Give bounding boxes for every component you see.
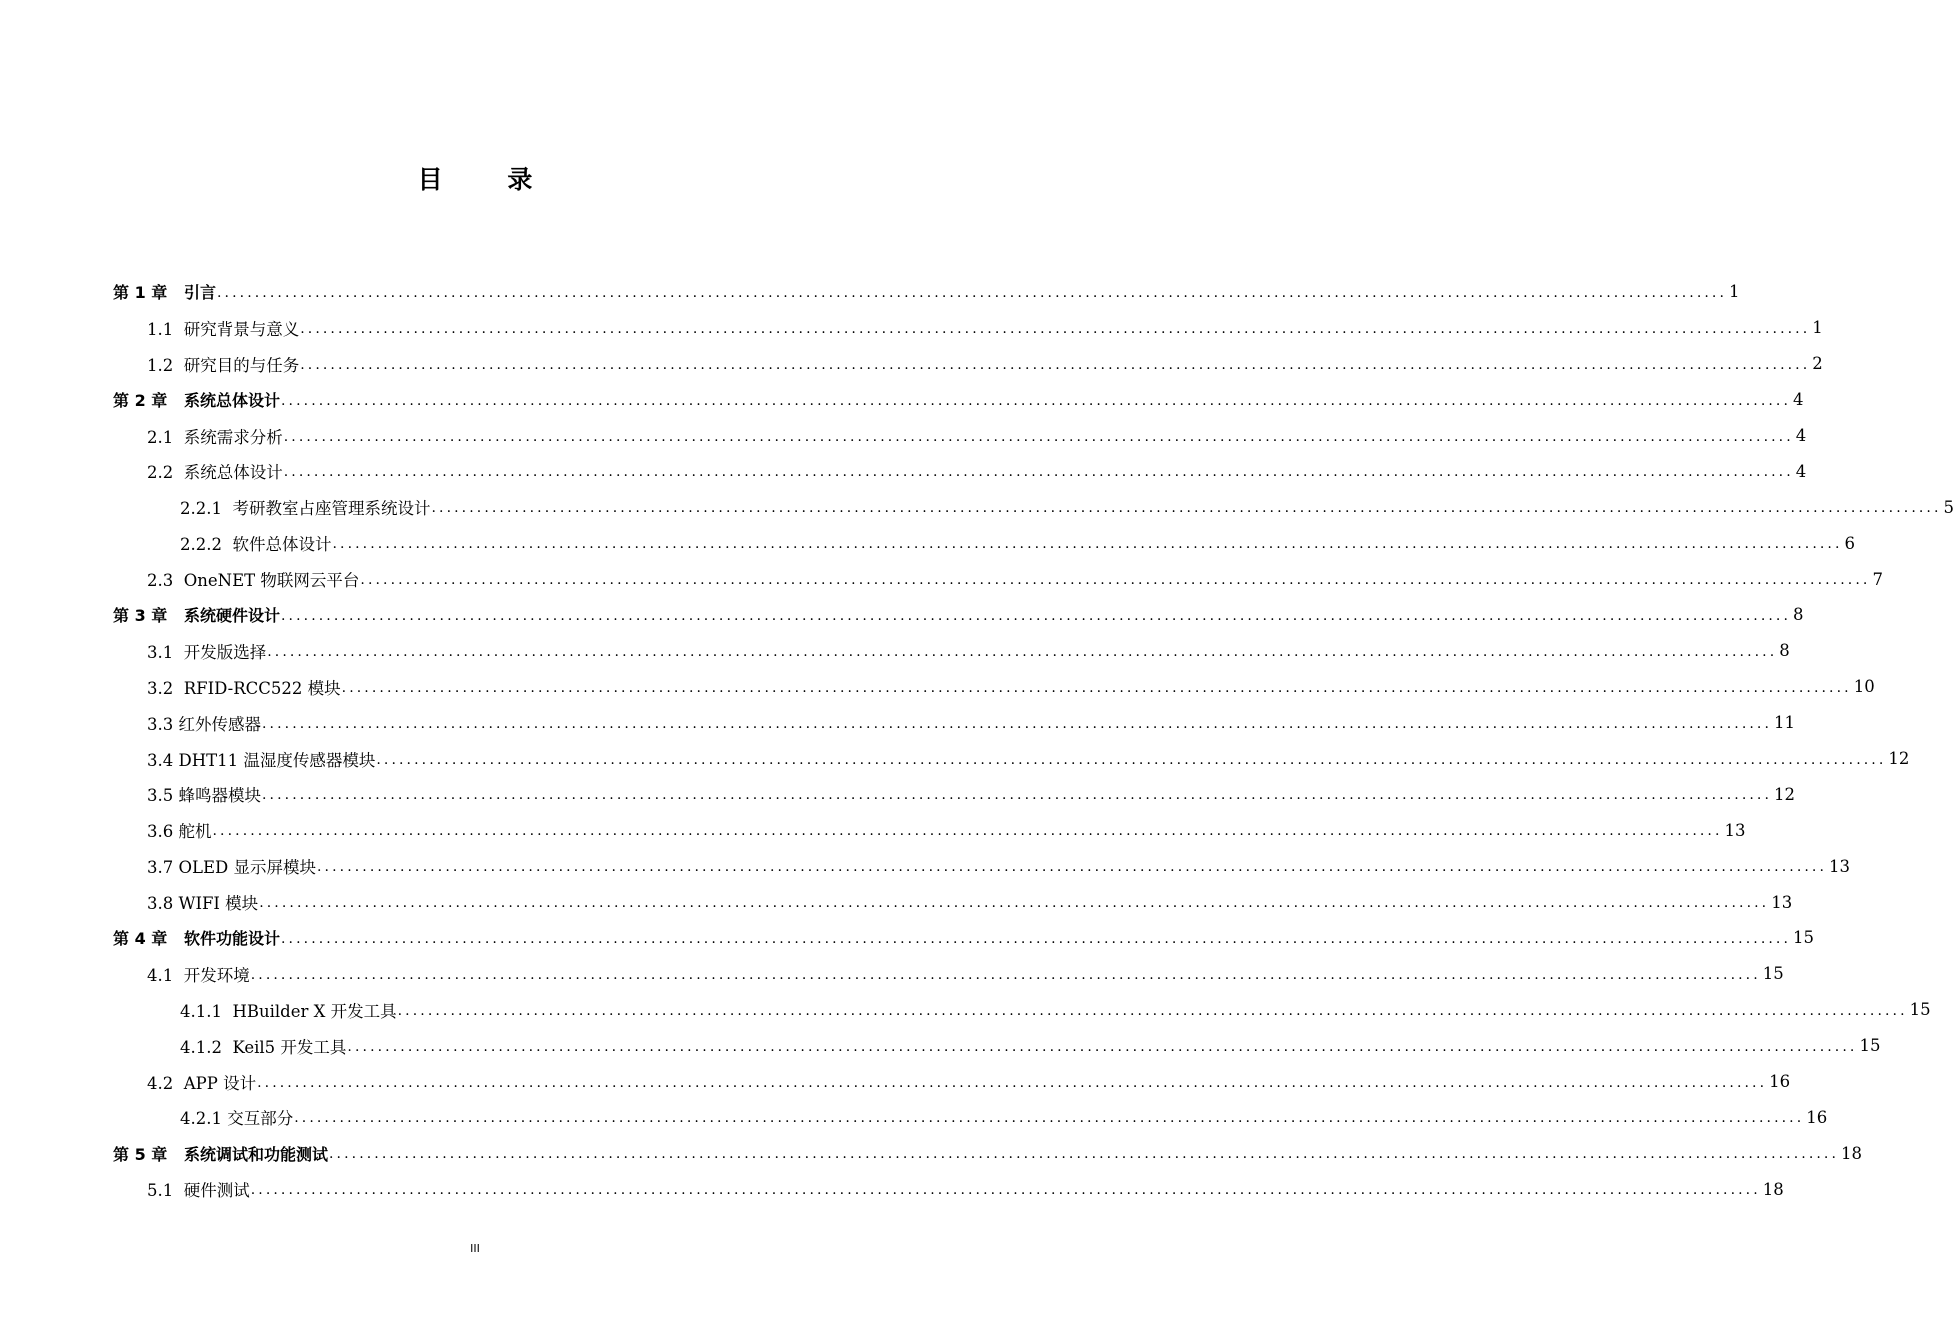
- toc-entry-page-number: 6: [1844, 533, 1856, 553]
- toc-entry-page-number: 13: [1771, 892, 1793, 912]
- toc-entry-page-number: 8: [1793, 605, 1804, 625]
- toc-dot-leader: ........................................................................................................................................................................................................: [250, 966, 1761, 983]
- toc-dot-leader: ........................................................................................................................................................................................................: [262, 715, 1773, 732]
- toc-dot-leader: ........................................................................................................................................................................................................: [341, 679, 1852, 696]
- toc-entry-page-number: 16: [1769, 1072, 1791, 1092]
- toc-entry[interactable]: [113, 274, 1740, 310]
- toc-entry-label: 3.1 开发版选择: [147, 642, 267, 662]
- toc-entry-label: 4.2 APP 设计: [147, 1073, 257, 1093]
- toc-entry-label: 第 5 章 系统调试和功能测试: [113, 1144, 328, 1164]
- toc-entry[interactable]: [113, 705, 1796, 741]
- toc-entry-label: 第 3 章 系统硬件设计: [113, 606, 280, 626]
- toc-entry[interactable]: [113, 669, 1875, 705]
- toc-dot-leader: ........................................................................................................................................................................................................: [300, 356, 1811, 373]
- toc-entry[interactable]: [113, 884, 1793, 920]
- toc-dot-leader: ........................................................................................................................................................................................................: [397, 1002, 1908, 1019]
- toc-entry-page-number: 13: [1829, 856, 1851, 876]
- toc-dot-leader: ........................................................................................................................................................................................................: [217, 284, 1728, 301]
- toc-dot-leader: ........................................................................................................................................................................................................: [283, 464, 1794, 481]
- toc-entry[interactable]: [113, 633, 1790, 669]
- toc-entry-page-number: 1: [1729, 282, 1740, 302]
- toc-dot-leader: ........................................................................................................................................................................................................: [294, 1110, 1805, 1127]
- toc-entry-label: 2.2 系统总体设计: [147, 463, 283, 483]
- toc-entry[interactable]: [113, 310, 1823, 346]
- toc-entry-page-number: 12: [1774, 784, 1796, 804]
- toc-entry[interactable]: [113, 382, 1804, 418]
- toc-dot-leader: ........................................................................................................................................................................................................: [281, 607, 1792, 624]
- toc-entry[interactable]: [113, 1171, 1784, 1207]
- toc-dot-leader: ........................................................................................................................................................................................................: [281, 392, 1792, 409]
- toc-entry-page-number: 18: [1841, 1143, 1863, 1163]
- toc-entry[interactable]: [113, 741, 1910, 777]
- toc-entry-label: 3.5 蜂鸣器模块: [147, 786, 261, 806]
- toc-entry-page-number: 16: [1806, 1107, 1828, 1127]
- toc-entry-page-number: 4: [1793, 390, 1804, 410]
- toc-entry-page-number: 15: [1859, 1036, 1881, 1056]
- toc-dot-leader: ........................................................................................................................................................................................................: [332, 536, 1843, 553]
- toc-entry-label: 1.2 研究目的与任务: [147, 355, 300, 375]
- toc-entry-page-number: 18: [1762, 1179, 1784, 1199]
- toc-entry-label: 3.6 舵机: [147, 822, 212, 842]
- toc-entry-label: 2.1 系统需求分析: [147, 427, 283, 447]
- toc-entry-page-number: 4: [1795, 461, 1807, 481]
- page-title: 目 录: [417, 165, 561, 194]
- toc-entry[interactable]: [113, 956, 1784, 992]
- toc-dot-leader: ........................................................................................................................................................................................................: [317, 859, 1828, 876]
- toc-entry-label: 2.3 OneNET 物联网云平台: [147, 571, 360, 591]
- toc-dot-leader: ........................................................................................................................................................................................................: [281, 930, 1792, 947]
- toc-dot-leader: ........................................................................................................................................................................................................: [262, 787, 1773, 804]
- toc-dot-leader: ........................................................................................................................................................................................................: [257, 1074, 1768, 1091]
- toc-entry-page-number: 4: [1795, 426, 1807, 445]
- toc-entry-label: 4.2.1 交互部分: [180, 1109, 294, 1129]
- toc-entry-page-number: 12: [1888, 749, 1910, 769]
- toc-entry[interactable]: [113, 776, 1796, 812]
- toc-entry[interactable]: [113, 1099, 1828, 1135]
- toc-entry-label: 3.4 DHT11 温湿度传感器模块: [147, 750, 376, 770]
- toc-entry[interactable]: [113, 1064, 1791, 1100]
- toc-entry-label: 4.1.1 HBuilder X 开发工具: [180, 1001, 397, 1021]
- toc-dot-leader: ........................................................................................................................................................................................................: [300, 320, 1811, 337]
- toc-entry-page-number: 11: [1774, 713, 1796, 733]
- toc-entry[interactable]: [113, 525, 1856, 561]
- toc-entry-label: 第 2 章 系统总体设计: [113, 391, 280, 411]
- toc-entry[interactable]: [113, 992, 1931, 1028]
- toc-entry[interactable]: [113, 346, 1823, 382]
- toc-entry-label: 2.2.2 软件总体设计: [180, 535, 332, 555]
- toc-dot-leader: ........................................................................................................................................................................................................: [329, 1146, 1840, 1163]
- toc-entry[interactable]: [113, 848, 1851, 884]
- toc-entry-label: 3.3 红外传感器: [147, 714, 261, 734]
- toc-entry-label: 4.1 开发环境: [147, 965, 250, 985]
- toc-entry-page-number: 15: [1909, 1000, 1931, 1020]
- table-of-contents: [113, 274, 1954, 1207]
- toc-entry-page-number: 2: [1812, 354, 1823, 374]
- toc-entry-page-number: 8: [1779, 641, 1790, 661]
- toc-dot-leader: ........................................................................................................................................................................................................: [250, 1182, 1761, 1199]
- toc-dot-leader: ........................................................................................................................................................................................................: [347, 1038, 1858, 1055]
- toc-entry-label: 1.1 研究背景与意义: [147, 319, 300, 339]
- toc-entry[interactable]: [113, 561, 1883, 597]
- toc-entry-label: 4.1.2 Keil5 开发工具: [180, 1037, 347, 1057]
- toc-entry-page-number: 13: [1724, 820, 1746, 840]
- toc-entry-label: 第 4 章 软件功能设计: [113, 929, 280, 949]
- toc-entry[interactable]: [113, 489, 1954, 525]
- toc-dot-leader: ........................................................................................................................................................................................................: [376, 751, 1887, 768]
- toc-entry[interactable]: [113, 1028, 1881, 1064]
- toc-entry-label: 3.2 RFID-RCC522 模块: [147, 678, 341, 698]
- toc-entry[interactable]: [113, 597, 1804, 633]
- toc-entry-label: 3.7 OLED 显示屏模块: [147, 858, 316, 878]
- toc-entry-label: 3.8 WIFI 模块: [147, 894, 259, 914]
- toc-entry-label: 第 1 章 引言: [113, 283, 216, 303]
- toc-dot-leader: ........................................................................................................................................................................................................: [212, 823, 1723, 840]
- toc-entry-page-number: 7: [1872, 569, 1883, 589]
- toc-entry-page-number: 1: [1812, 318, 1823, 338]
- toc-entry-page-number: 10: [1853, 677, 1875, 697]
- toc-entry[interactable]: [113, 920, 1815, 956]
- toc-entry-page-number: 5: [1943, 497, 1954, 517]
- page-footer-number: III: [470, 1242, 480, 1255]
- toc-dot-leader: ........................................................................................................................................................................................................: [267, 643, 1778, 660]
- toc-entry[interactable]: [113, 812, 1746, 848]
- toc-entry-label: 5.1 硬件测试: [147, 1181, 250, 1201]
- toc-dot-leader: ........................................................................................................................................................................................................: [283, 428, 1794, 445]
- toc-entry[interactable]: [113, 418, 1807, 454]
- toc-entry-page-number: 15: [1762, 964, 1784, 984]
- toc-entry-label: 2.2.1 考研教室占座管理系统设计: [180, 499, 431, 519]
- toc-dot-leader: ........................................................................................................................................................................................................: [360, 572, 1871, 589]
- toc-entry[interactable]: [113, 1135, 1863, 1171]
- toc-dot-leader: ........................................................................................................................................................................................................: [259, 895, 1770, 912]
- toc-entry[interactable]: [113, 453, 1807, 489]
- toc-entry-page-number: 15: [1793, 928, 1815, 948]
- toc-dot-leader: ........................................................................................................................................................................................................: [431, 500, 1942, 517]
